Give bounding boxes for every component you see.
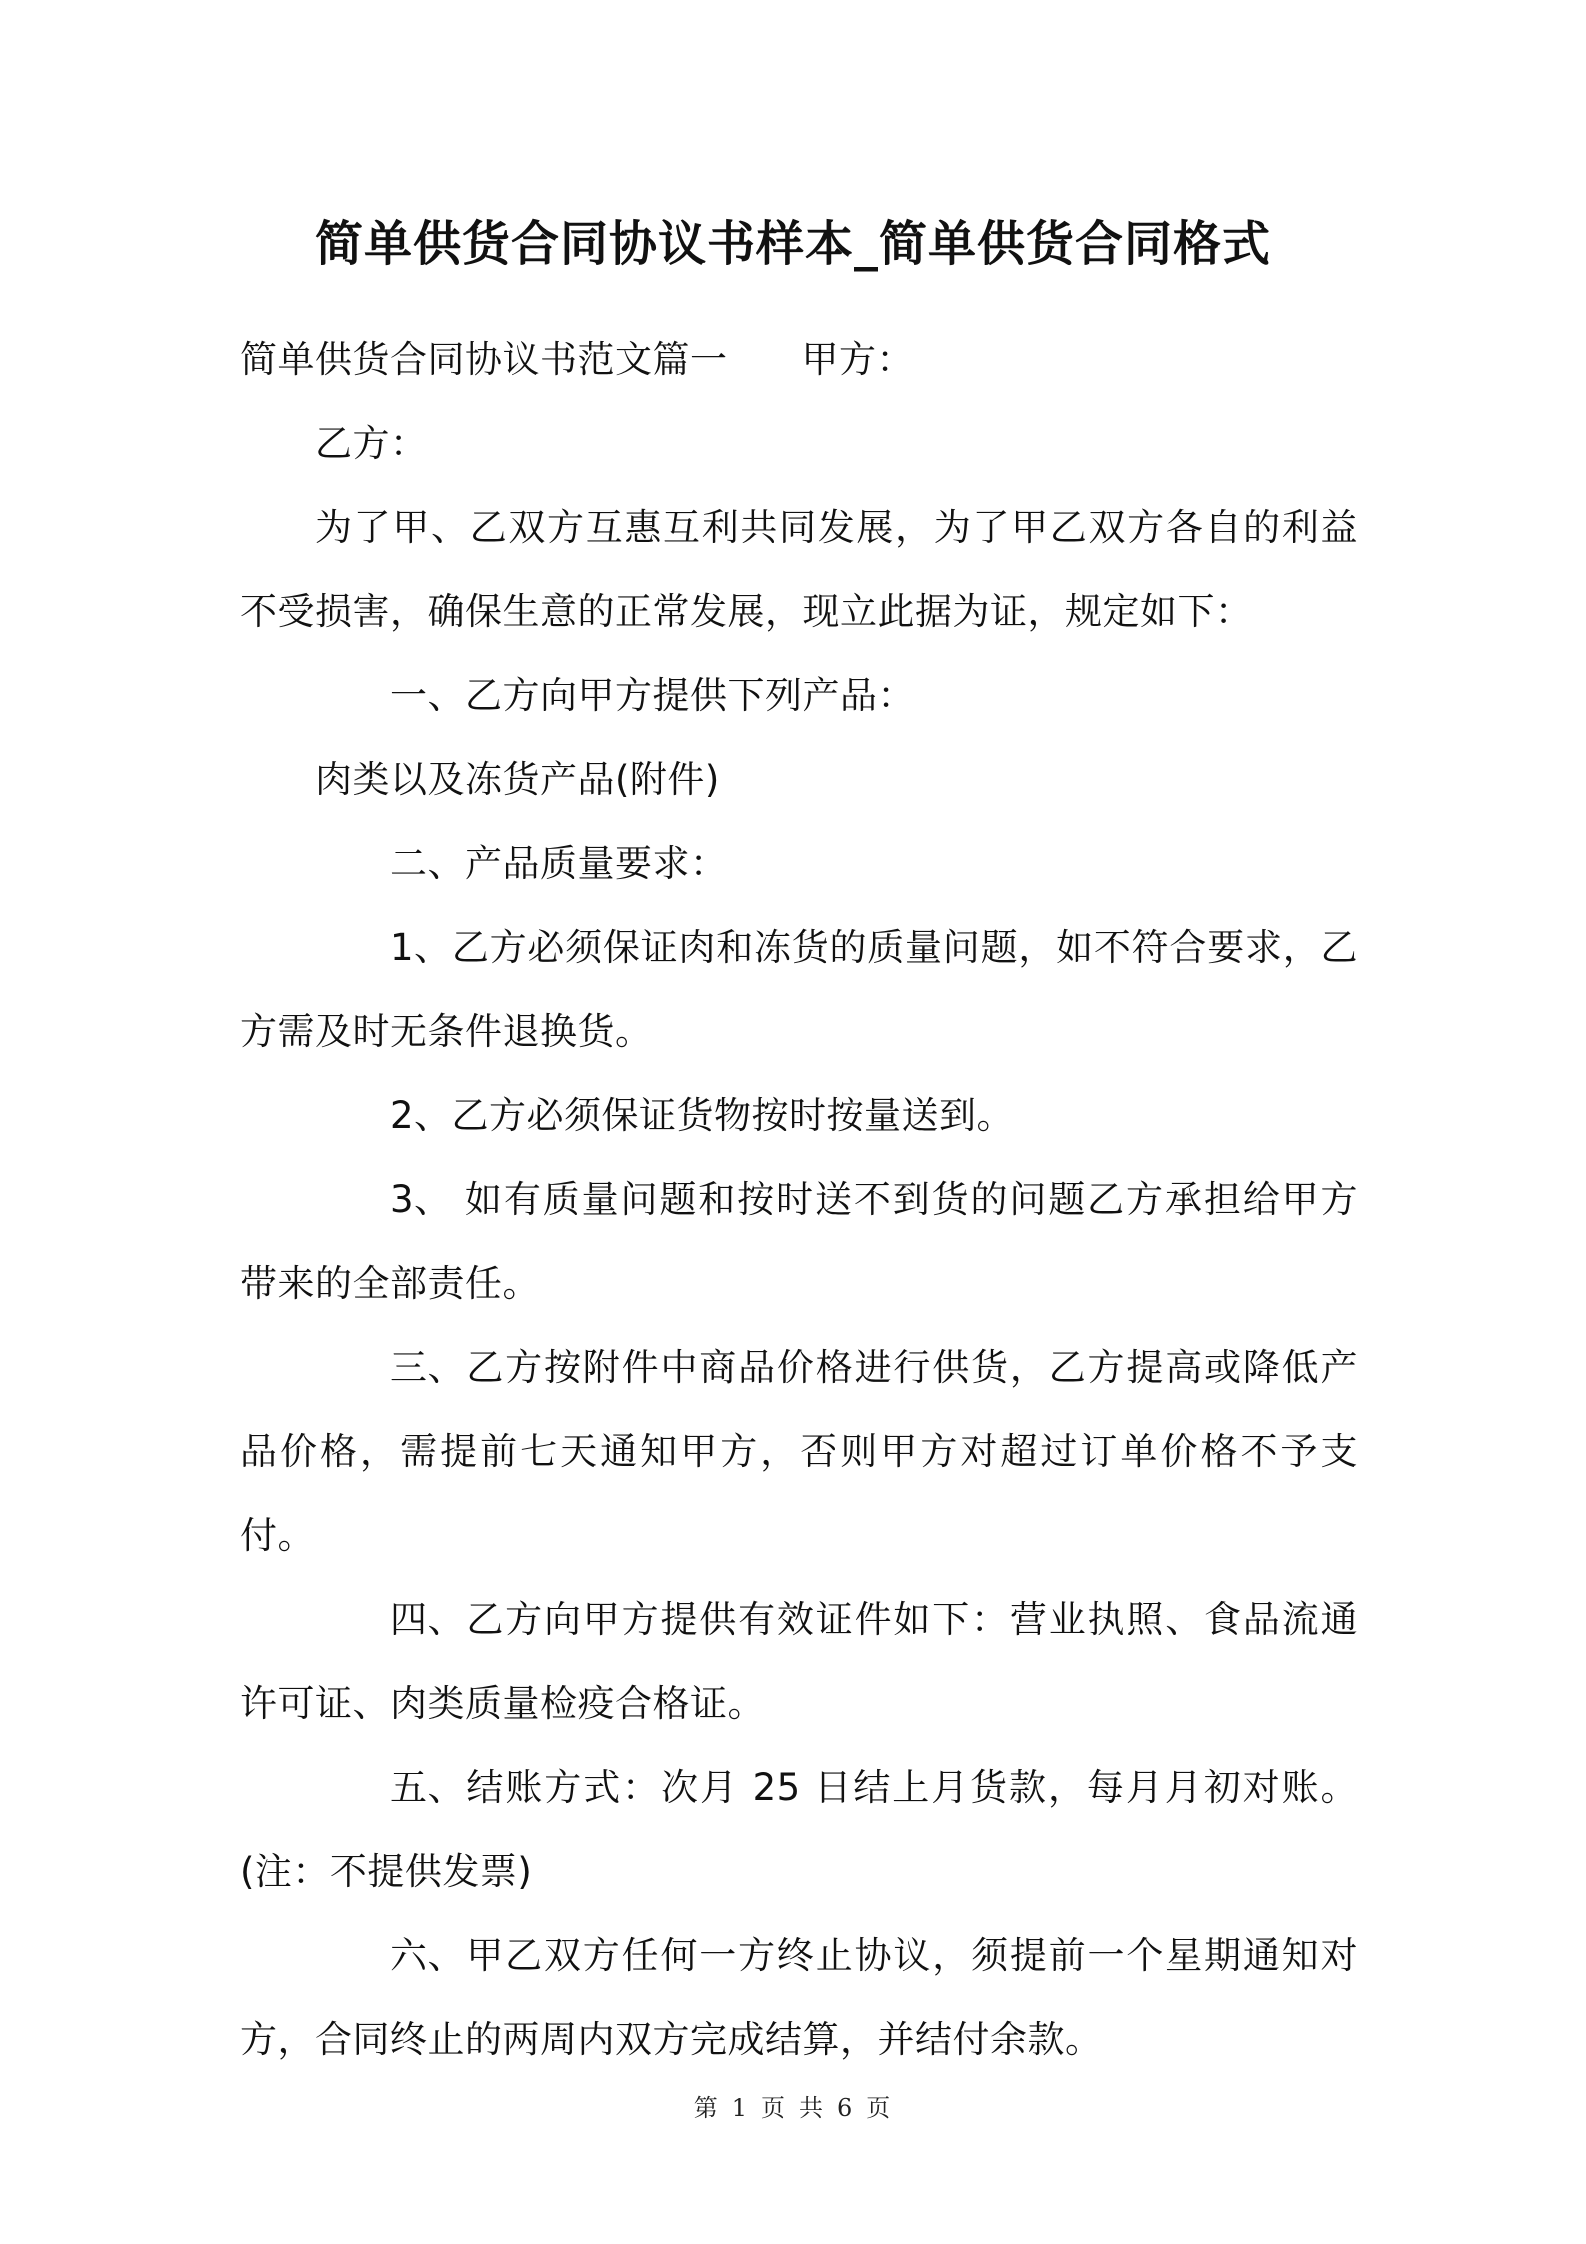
document-title: 简单供货合同协议书样本_简单供货合同格式 xyxy=(314,216,1271,272)
clause-5-number: 五、 xyxy=(390,1766,465,1809)
clause-3-text: 乙方按附件中商品价格进行供货，乙方提高或降低产品价格，需提前七天通知甲方，否则甲方对超过订单价格不予支付。 xyxy=(240,1346,1358,1557)
footer-total-word: 共 xyxy=(799,2094,825,2122)
clause-4-text: 乙方向甲方提供有效证件如下：营业执照、食品流通许可证、肉类质量检疫合格证。 xyxy=(240,1598,1358,1725)
clause-5 xyxy=(240,1746,1358,1914)
footer-total-unit: 页 xyxy=(866,2094,893,2122)
clause-4 xyxy=(240,1578,1358,1746)
clause-1-products xyxy=(240,738,1358,822)
footer-current-page: 1 xyxy=(731,2094,749,2122)
item-2-text: 乙方必须保证货物按时按量送到。 xyxy=(451,1094,1015,1137)
clause-1 xyxy=(240,654,1358,738)
item-2 xyxy=(240,1074,1358,1158)
item-3 xyxy=(240,1158,1358,1326)
clause-1-number: 一、 xyxy=(390,674,465,717)
footer-page-unit: 页 xyxy=(761,2094,787,2122)
item-3-number: 3、 xyxy=(390,1178,452,1221)
intro-line xyxy=(240,318,1358,402)
clause-3 xyxy=(240,1326,1358,1578)
clause-1-products-text: 肉类以及冻货产品(附件) xyxy=(315,758,720,801)
item-1-text: 乙方必须保证肉和冻货的质量问题，如不符合要求，乙方需及时无条件退换货。 xyxy=(240,926,1358,1053)
clause-2-number: 二、 xyxy=(390,842,465,885)
clause-6-text: 甲乙双方任何一方终止协议，须提前一个星期通知对方，合同终止的两周内双方完成结算，并结付余款。 xyxy=(240,1934,1358,2061)
clause-3-number: 三、 xyxy=(390,1346,465,1389)
clause-2-text: 产品质量要求： xyxy=(465,842,728,885)
preamble-text: 为了甲、乙双方互惠互利共同发展，为了甲乙双方各自的利益不受损害，确保生意的正常发展，现立此据为证，规定如下： xyxy=(240,506,1358,633)
document-body xyxy=(240,318,1358,2082)
page-footer xyxy=(0,2092,1586,2124)
party-a-label: 甲方： xyxy=(801,338,914,381)
item-1-number: 1、 xyxy=(390,926,452,969)
clause-5-text: 结账方式：次月 25 日结上月货款，每月月初对账。(注：不提供发票) xyxy=(240,1766,1358,1893)
footer-total-pages: 6 xyxy=(837,2094,855,2122)
clause-6 xyxy=(240,1914,1358,2082)
item-3-text: 如有质量问题和按时送不到货的问题乙方承担给甲方带来的全部责任。 xyxy=(240,1178,1358,1305)
item-2-number: 2、 xyxy=(390,1094,452,1137)
footer-page-word: 第 xyxy=(693,2094,720,2122)
party-b-line xyxy=(240,402,1358,486)
preamble-paragraph xyxy=(240,486,1358,654)
clause-6-number: 六、 xyxy=(390,1934,465,1977)
item-1 xyxy=(240,906,1358,1074)
clause-4-number: 四、 xyxy=(390,1598,465,1641)
party-b-label: 乙方： xyxy=(315,422,428,465)
clause-1-text: 乙方向甲方提供下列产品： xyxy=(465,674,915,717)
intro-heading: 简单供货合同协议书范文篇一 xyxy=(240,338,728,381)
clause-2 xyxy=(240,822,1358,906)
